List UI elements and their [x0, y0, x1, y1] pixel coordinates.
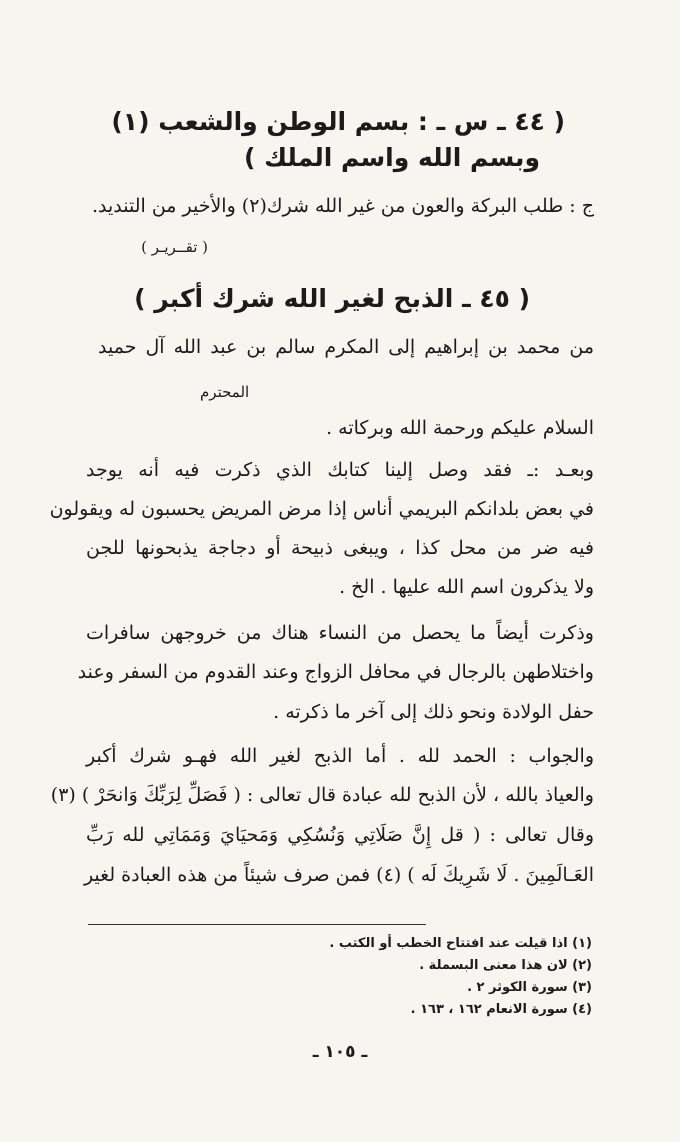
- body-line: فيه ضر من محل كذا ، ويبغى ذبيحة أو دجاجة يذبحونها للجن: [86, 537, 594, 559]
- answer-line: والجواب : الحمد لله . أما الذبح لغير الله فهـو شرك أكبر: [86, 745, 594, 767]
- body-line: في بعض بلدانكم البريمي أناس إذا مرض المريض يحسبون له ويقولون: [49, 498, 594, 520]
- footnote-4: (٤) سورة الانعام ١٦٢ ، ١٦٣ .: [410, 1002, 592, 1017]
- body-line: واختلاطهن بالرجال في محافل الزواج وعند القدوم من السفر وعند: [77, 661, 594, 683]
- page-number: ـ ١٠٥ ـ: [312, 1042, 368, 1062]
- footnote-2: (٢) لان هذا معنى البسملة .: [419, 958, 592, 973]
- body-line: ولا يذكرون اسم الله عليها . الخ .: [339, 576, 594, 598]
- body-line: حفل الولادة ونحو ذلك إلى آخر ما ذكرته .: [273, 701, 594, 723]
- footnote-1: (١) اذا قيلت عند افتتاح الخطب أو الكتب .: [329, 936, 592, 951]
- question-45-title: ( ٤٥ ـ الذبح لغير الله شرك أكبر ): [134, 284, 530, 313]
- footnote-3: (٣) سورة الكوثر ٢ .: [467, 980, 592, 995]
- footnote-divider: [88, 924, 426, 925]
- answer-line: وقال تعالى : ( قل إِنَّ صَلَاتِي وَنُسُكِي وَمَحيَايَ وَمَمَاتِي لله رَبِّ: [86, 824, 594, 846]
- source-tag: ( تقــريـر ): [141, 238, 208, 256]
- question-44-title-line2: وبسم الله واسم الملك ): [243, 143, 540, 172]
- question-44-answer: ج : طلب البركة والعون من غير الله شرك(٢) والأخير من التنديد.: [91, 195, 594, 217]
- question-44-title-line1: ( ٤٤ ـ س ـ : بسم الوطن والشعب (١): [111, 107, 565, 136]
- body-line: وذكرت أيضاً ما يحصل من النساء هناك من خروجهن سافرات: [86, 622, 594, 644]
- body-line: وبعـد :ـ فقد وصل إلينا كتابك الذي ذكرت فيه أنه يوجد: [86, 459, 594, 481]
- letter-opening: من محمد بن إبراهيم إلى المكرم سالم بن عبد الله آل حميد: [98, 336, 594, 358]
- answer-line: العَـالَمِينَ . لَا شَرِيكَ لَه ) (٤) فمن صرف شيئاً من هذه العبادة لغير: [83, 864, 594, 886]
- answer-line: والعياذ بالله ، لأن الذبح لله عبادة قال تعالى : ( فَصَلِّ لِرَبِّكَ وَانحَرْ ) (٣): [50, 784, 594, 806]
- letter-greeting: السلام عليكم ورحمة الله وبركاته .: [326, 417, 594, 439]
- letter-honorific: المحترم: [200, 383, 250, 401]
